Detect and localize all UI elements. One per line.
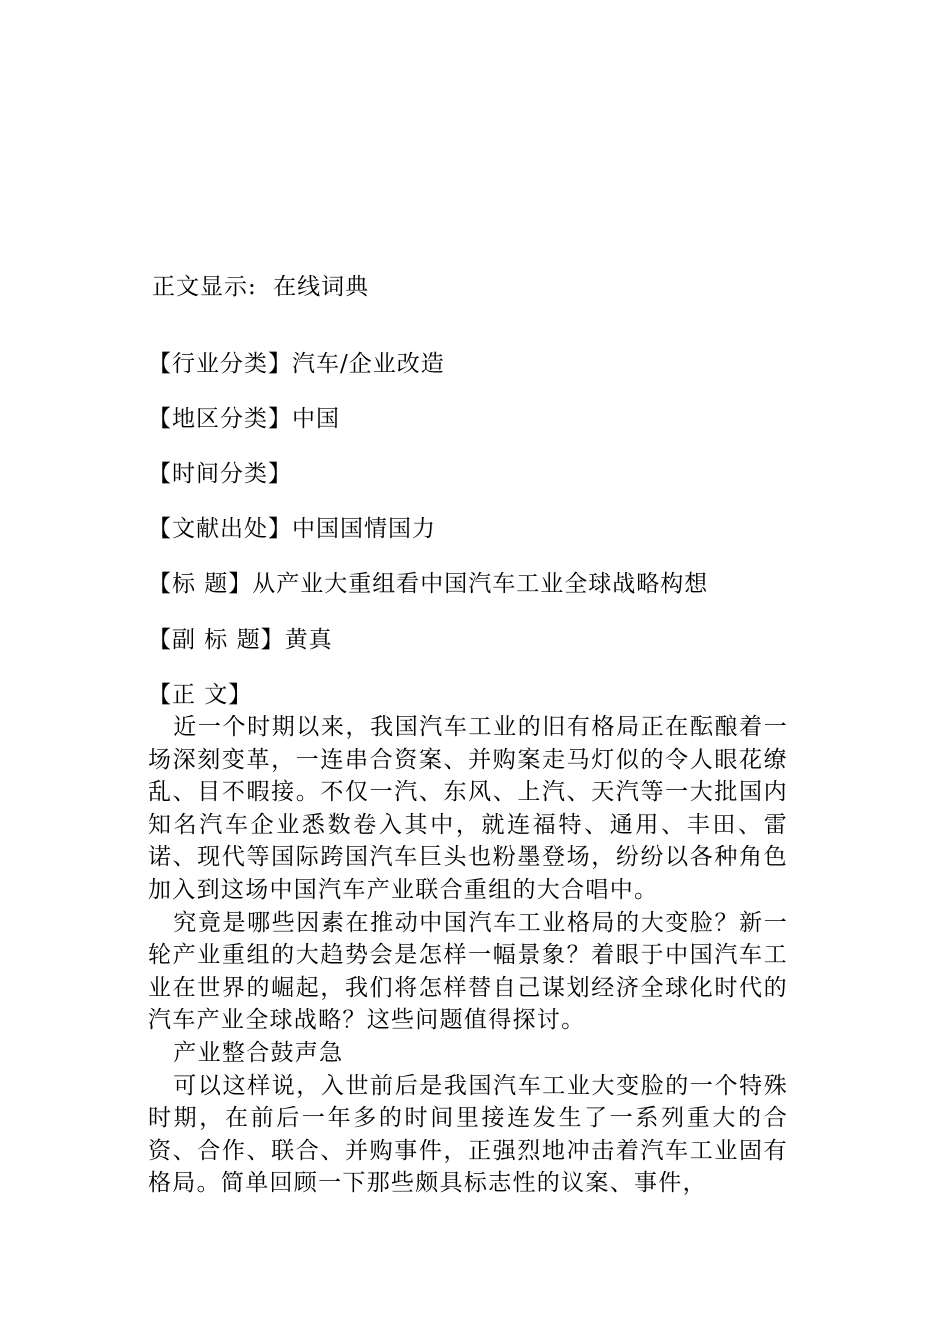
- body-label: 【正 文】: [148, 682, 253, 708]
- body-paragraph: 近一个时期以来，我国汽车工业的旧有格局正在酝酿着一场深刻变革，一连串合资案、并购案走马灯似的令人眼花缭乱、目不暇接。不仅一汽、东风、上汽、天汽等一大批国内知名汽车企业悉数卷入其中，就连福特、通用、丰田、雷诺、现代等国际跨国汽车巨头也粉墨登场，纷纷以各种角色加入到这场中国汽车产业联合重组的大合唱中。: [148, 714, 788, 903]
- body-paragraph: 可以这样说，入世前后是我国汽车工业大变脸的一个特殊时期，在前后一年多的时间里接连发生了一系列重大的合资、合作、联合、并购事件，正强烈地冲击着汽车工业固有格局。简单回顾一下那些颇具标志性的议案、事件，: [148, 1072, 788, 1197]
- document-source: 【文献出处】中国国情国力: [148, 516, 436, 542]
- online-dictionary-link[interactable]: 在线词典: [273, 274, 370, 300]
- article-title: 【标 题】从产业大重组看中国汽车工业全球战略构想: [148, 571, 709, 597]
- display-label: 正文显示:: [152, 274, 257, 300]
- display-header: [152, 270, 369, 304]
- region-category: 【地区分类】中国: [148, 406, 340, 432]
- section-heading: 产业整合鼓声急: [173, 1039, 344, 1066]
- article-body: [148, 711, 788, 1200]
- industry-category: 【行业分类】汽车/企业改造: [148, 351, 445, 377]
- body-paragraph: 究竟是哪些因素在推动中国汽车工业格局的大变脸？新一轮产业重组的大趋势会是怎样一幅景象？着眼于中国汽车工业在世界的崛起，我们将怎样替自己谋划经济全球化时代的汽车产业全球战略？这些问题值得探讨。: [148, 909, 788, 1034]
- article-subtitle: 【副 标 题】黄真: [148, 627, 333, 653]
- time-category: 【时间分类】: [148, 461, 292, 487]
